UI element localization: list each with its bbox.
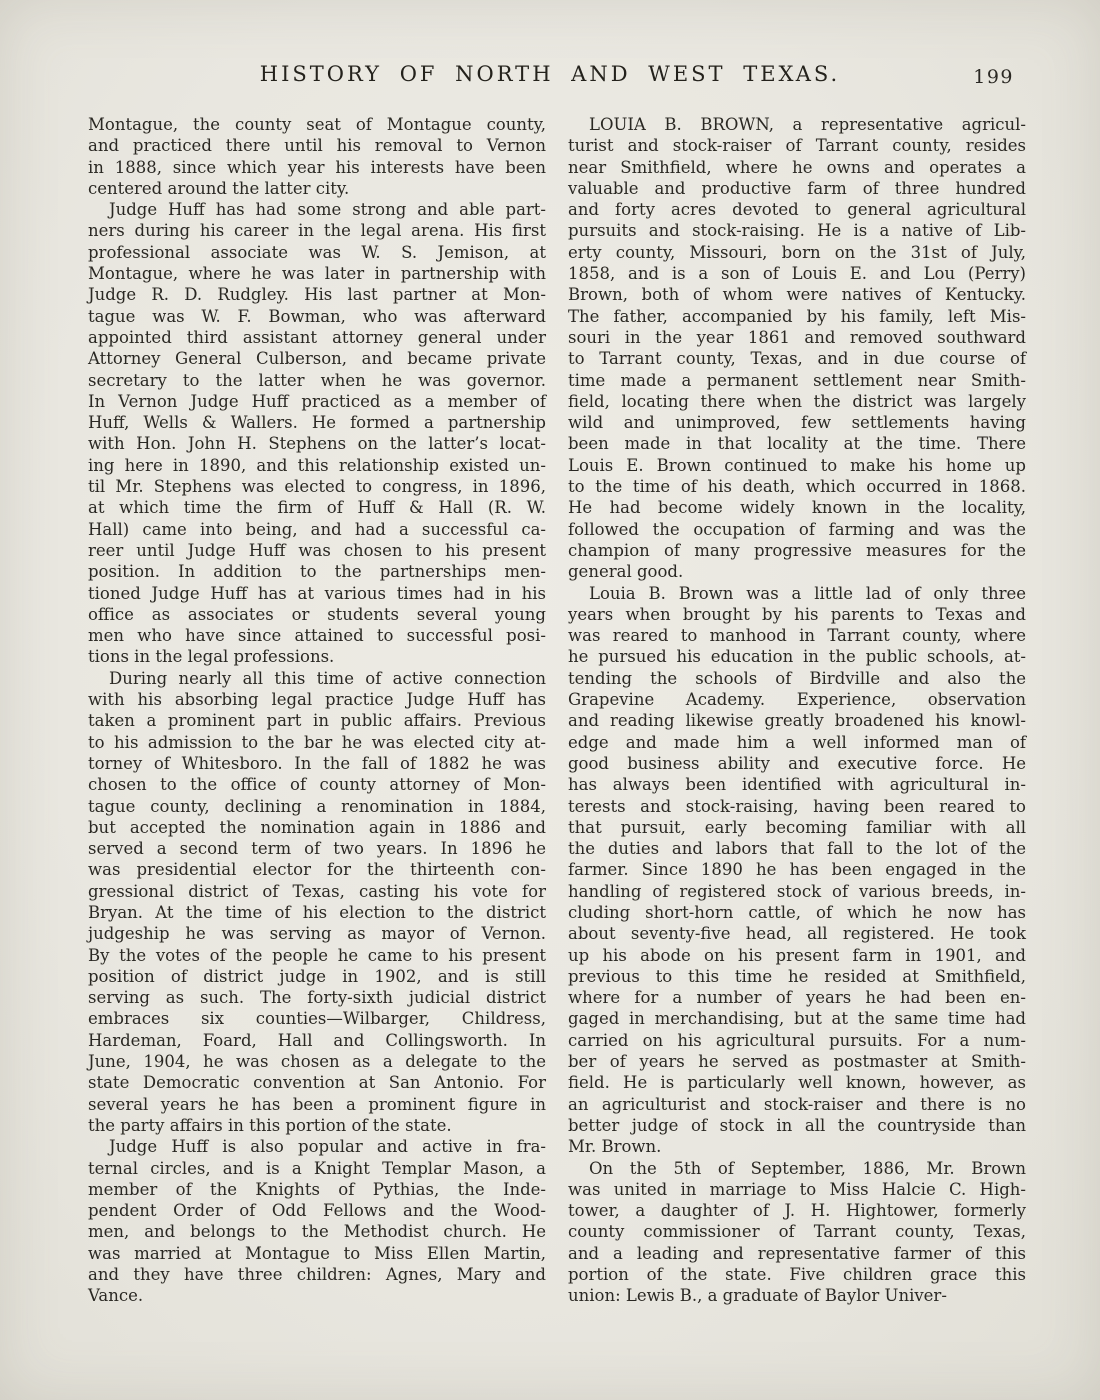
text-line: taken a prominent part in public affairs. Previous bbox=[88, 711, 546, 731]
text-line: tower, a daughter of J. H. Hightower, formerly bbox=[568, 1201, 1026, 1221]
text-line: and they have three children: Agnes, Mary and bbox=[88, 1265, 546, 1285]
text-line: ing here in 1890, and this relationship existed un- bbox=[88, 455, 546, 475]
text-line: was presidential elector for the thirteenth con- bbox=[88, 860, 546, 880]
text-line: in 1888, since which year his interests have been bbox=[88, 157, 546, 177]
text-line: terests and stock-raising, having been reared to bbox=[568, 796, 1026, 816]
text-line: judgeship he was serving as mayor of Vernon. bbox=[88, 924, 546, 944]
paragraph bbox=[88, 199, 546, 668]
text-line: Bryan. At the time of his election to the district bbox=[88, 902, 546, 922]
text-line: wild and unimproved, few settlements having bbox=[568, 413, 1026, 433]
text-line: served a second term of two years. In 1896 he bbox=[88, 839, 546, 859]
text-line: torney of Whitesboro. In the fall of 1882 he was bbox=[88, 753, 546, 773]
text-line: and a leading and representative farmer of this bbox=[568, 1243, 1026, 1263]
text-line: state Democratic convention at San Antonio. For bbox=[88, 1073, 546, 1093]
text-line: that pursuit, early becoming familiar with all bbox=[568, 817, 1026, 837]
text-line: position. In addition to the partnerships men- bbox=[88, 562, 546, 582]
text-line: Hall) came into being, and had a successful ca- bbox=[88, 519, 546, 539]
text-line: Montague, where he was later in partnership with bbox=[88, 264, 546, 284]
text-line: years when brought by his parents to Texas and bbox=[568, 604, 1026, 624]
text-line: carried on his agricultural pursuits. For a num- bbox=[568, 1030, 1026, 1050]
text-line: time made a permanent settlement near Smith- bbox=[568, 370, 1026, 390]
text-line: appointed third assistant attorney general under bbox=[88, 327, 546, 347]
text-line: ternal circles, and is a Knight Templar Mason, a bbox=[88, 1158, 546, 1178]
text-line: member of the Knights of Pythias, the Inde- bbox=[88, 1179, 546, 1199]
text-line: farmer. Since 1890 he has been engaged in the bbox=[568, 860, 1026, 880]
text-line: portion of the state. Five children grace this bbox=[568, 1265, 1026, 1285]
text-line: tague was W. F. Bowman, who was afterward bbox=[88, 306, 546, 326]
text-line: champion of many progressive measures for the bbox=[568, 540, 1026, 560]
text-line: June, 1904, he was chosen as a delegate to the bbox=[88, 1052, 546, 1072]
paragraph bbox=[568, 1158, 1026, 1307]
text-line: professional associate was W. S. Jemison, at bbox=[88, 242, 546, 262]
text-line: at which time the firm of Huff & Hall (R. W. bbox=[88, 498, 546, 518]
text-line: In Vernon Judge Huff practiced as a member of bbox=[88, 391, 546, 411]
text-line: followed the occupation of farming and was the bbox=[568, 519, 1026, 539]
text-line: an agriculturist and stock-raiser and there is no bbox=[568, 1094, 1026, 1114]
text-line: office as associates or students several young bbox=[88, 604, 546, 624]
text-line: Huff, Wells & Wallers. He formed a partnership bbox=[88, 413, 546, 433]
text-line: handling of registered stock of various breeds, in- bbox=[568, 881, 1026, 901]
right-column bbox=[568, 114, 1026, 1307]
text-line: pendent Order of Odd Fellows and the Wood- bbox=[88, 1201, 546, 1221]
text-line: Judge Huff is also popular and active in fra- bbox=[109, 1137, 546, 1157]
text-line: better judge of stock in all the countryside than bbox=[568, 1115, 1026, 1135]
paragraph bbox=[568, 583, 1026, 1158]
text-line: field. He is particularly well known, however, as bbox=[568, 1073, 1026, 1093]
text-line: Mr. Brown. bbox=[568, 1137, 662, 1157]
text-line: and forty acres devoted to general agricultural bbox=[568, 200, 1026, 220]
text-line: He had become widely known in the locality, bbox=[568, 498, 1026, 518]
left-column bbox=[88, 114, 546, 1307]
text-line: was united in marriage to Miss Halcie C. High- bbox=[568, 1179, 1026, 1199]
text-line: serving as such. The forty-sixth judicial district bbox=[88, 988, 546, 1008]
page-number: 199 bbox=[973, 66, 1014, 88]
text-line: Vance. bbox=[88, 1286, 144, 1306]
text-line: the party affairs in this portion of the state. bbox=[88, 1115, 452, 1135]
text-line: reer until Judge Huff was chosen to his present bbox=[88, 540, 546, 560]
text-line: tions in the legal professions. bbox=[88, 647, 335, 667]
text-line: Judge R. D. Rudgley. His last partner at Mon- bbox=[88, 285, 546, 305]
page-header bbox=[0, 62, 1100, 98]
text-line: general good. bbox=[568, 562, 684, 582]
text-line: tioned Judge Huff has at various times had in his bbox=[88, 583, 546, 603]
text-line: to Tarrant county, Texas, and in due course of bbox=[568, 349, 1026, 369]
text-line: and practiced there until his removal to Vernon bbox=[88, 136, 546, 156]
text-line: with Hon. John H. Stephens on the latter’s locat- bbox=[88, 434, 546, 454]
text-line: to the time of his death, which occurred in 1868. bbox=[568, 477, 1026, 497]
text-line: county commissioner of Tarrant county, Texas, bbox=[568, 1222, 1026, 1242]
text-line: embraces six counties—Wilbarger, Childress, bbox=[88, 1009, 546, 1029]
text-line: erty county, Missouri, born on the 31st of July, bbox=[568, 242, 1026, 262]
text-line: ber of years he served as postmaster at Smith- bbox=[568, 1052, 1026, 1072]
text-line: LOUIA B. BROWN, a representative agricul- bbox=[589, 115, 1026, 134]
text-line: Montague, the county seat of Montague county, bbox=[88, 115, 546, 134]
paragraph bbox=[88, 1136, 546, 1306]
text-line: secretary to the latter when he was governor. bbox=[88, 370, 546, 390]
running-title: HISTORY OF NORTH AND WEST TEXAS. bbox=[259, 62, 841, 86]
text-line: ners during his career in the legal arena. His first bbox=[88, 221, 546, 241]
text-line: tending the schools of Birdville and also the bbox=[568, 668, 1026, 688]
text-line: has always been identified with agricultural in- bbox=[568, 775, 1026, 795]
text-line: Brown, both of whom were natives of Kentucky. bbox=[568, 285, 1026, 305]
text-line: up his abode on his present farm in 1901, and bbox=[568, 945, 1026, 965]
paragraph bbox=[568, 114, 1026, 583]
text-line: field, locating there when the district was largely bbox=[568, 391, 1026, 411]
paragraph bbox=[88, 114, 546, 199]
text-line: with his absorbing legal practice Judge Huff has bbox=[88, 690, 546, 710]
text-line: 1858, and is a son of Louis E. and Lou (Perry) bbox=[568, 264, 1026, 284]
text-line: near Smithfield, where he owns and operates a bbox=[568, 157, 1026, 177]
text-line: he pursued his education in the public schools, at- bbox=[568, 647, 1026, 667]
text-line: was married at Montague to Miss Ellen Martin, bbox=[88, 1243, 546, 1263]
text-line: men who have since attained to successful posi- bbox=[88, 626, 546, 646]
text-line: been made in that locality at the time. There bbox=[568, 434, 1026, 454]
text-line: gressional district of Texas, casting his vote for bbox=[88, 881, 546, 901]
text-line: position of district judge in 1902, and is still bbox=[88, 966, 546, 986]
text-line: tague county, declining a renomination in 1884, bbox=[88, 796, 546, 816]
text-line: edge and made him a well informed man of bbox=[568, 732, 1026, 752]
text-line: to his admission to the bar he was elected city at- bbox=[88, 732, 546, 752]
text-line: previous to this time he resided at Smithfield, bbox=[568, 966, 1026, 986]
text-line: men, and belongs to the Methodist church. He bbox=[88, 1222, 546, 1242]
text-line: was reared to manhood in Tarrant county, where bbox=[568, 626, 1026, 646]
text-line: cluding short-horn cattle, of which he now has bbox=[568, 902, 1026, 922]
text-line: valuable and productive farm of three hundred bbox=[568, 178, 1026, 198]
text-line: Attorney General Culberson, and became private bbox=[88, 349, 546, 369]
text-line: On the 5th of September, 1886, Mr. Brown bbox=[589, 1158, 1026, 1178]
text-line: but accepted the nomination again in 1886 and bbox=[88, 817, 546, 837]
text-line: union: Lewis B., a graduate of Baylor Univer- bbox=[568, 1286, 947, 1306]
text-line: centered around the latter city. bbox=[88, 178, 350, 198]
text-line: souri in the year 1861 and removed southward bbox=[568, 327, 1026, 347]
text-columns bbox=[88, 114, 1026, 1307]
text-line: til Mr. Stephens was elected to congress, in 1896, bbox=[88, 477, 546, 497]
text-line: By the votes of the people he came to his present bbox=[88, 945, 546, 965]
text-line: Grapevine Academy. Experience, observation bbox=[568, 690, 1026, 710]
text-line: good business ability and executive force. He bbox=[568, 753, 1026, 773]
paragraph bbox=[88, 668, 546, 1137]
text-line: turist and stock-raiser of Tarrant county, resides bbox=[568, 136, 1026, 156]
text-line: about seventy-five head, all registered. He took bbox=[568, 924, 1026, 944]
text-line: The father, accompanied by his family, left Mis- bbox=[568, 306, 1026, 326]
text-line: where for a number of years he had been en- bbox=[568, 988, 1026, 1008]
text-line: chosen to the office of county attorney of Mon- bbox=[88, 775, 546, 795]
text-line: and reading likewise greatly broadened his knowl- bbox=[568, 711, 1026, 731]
text-line: several years he has been a prominent figure in bbox=[88, 1094, 546, 1114]
text-line: Louia B. Brown was a little lad of only three bbox=[589, 583, 1026, 603]
text-line: During nearly all this time of active connection bbox=[109, 668, 546, 688]
text-line: Louis E. Brown continued to make his home up bbox=[568, 455, 1026, 475]
text-line: the duties and labors that fall to the lot of the bbox=[568, 839, 1026, 859]
text-line: gaged in merchandising, but at the same time had bbox=[568, 1009, 1026, 1029]
text-line: Hardeman, Foard, Hall and Collingsworth. In bbox=[88, 1030, 546, 1050]
text-line: Judge Huff has had some strong and able part- bbox=[109, 200, 546, 220]
text-line: pursuits and stock-raising. He is a native of Lib- bbox=[568, 221, 1026, 241]
